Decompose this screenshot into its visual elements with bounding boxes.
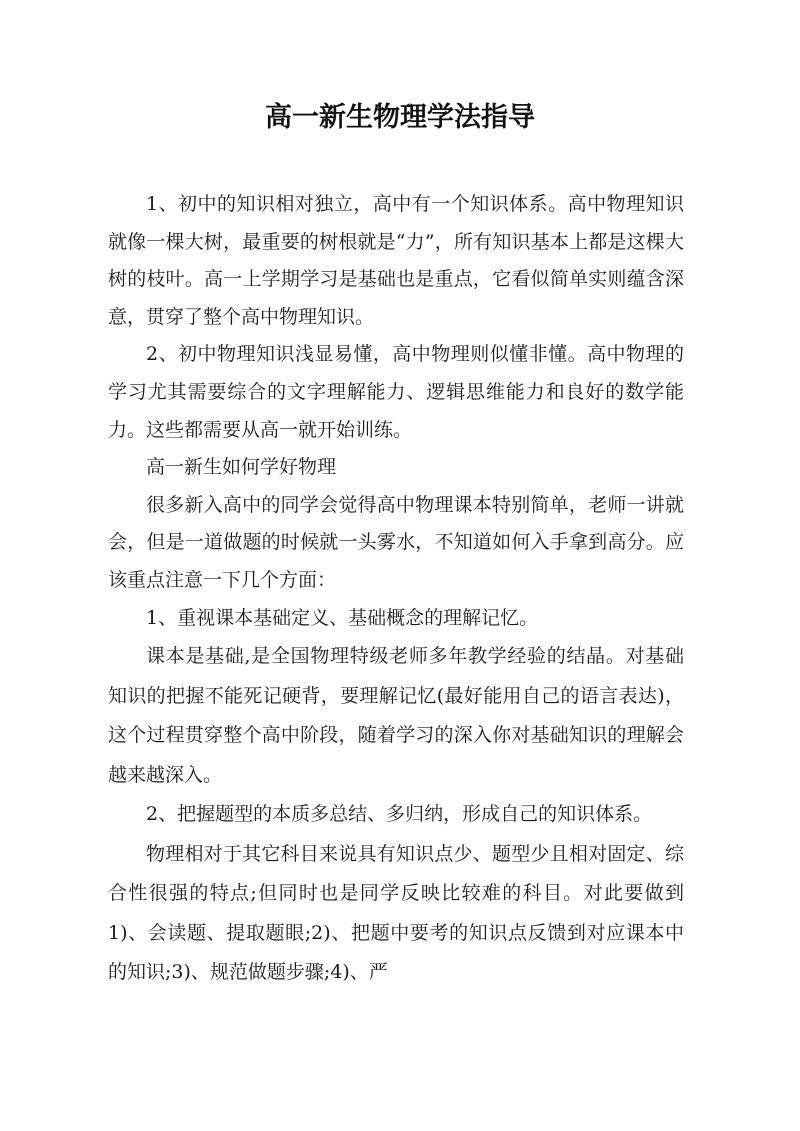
document-title: 高一新生物理学法指导 bbox=[265, 102, 535, 133]
section-heading: 高一新生如何学好物理 bbox=[146, 456, 337, 479]
document-body bbox=[108, 186, 684, 993]
paragraph-1: 1、初中的知识相对独立，高中有一个知识体系。高中物理知识就像一棵大树，最重要的树根就是“力”，所有知识基本上都是这棵大树的枝叶。高一上学期学习是基础也是重点，它看似简单实则蕴含深意，贯穿了整个高中物理知识。 bbox=[108, 193, 684, 328]
paragraph-7: 物理相对于其它科目来说具有知识点少、题型少且相对固定、综合性很强的特点;但同时也是同学反映比较难的科目。对此要做到 1)、会读题、提取题眼;2)、把题中要考的知识点反馈到对应课本中的知识;3)、规范做题步骤;4)、严 bbox=[108, 842, 684, 984]
paragraph-3: 很多新入高中的同学会觉得高中物理课本特别简单，老师一讲就会，但是一道做题的时候就一头雾水，不知道如何入手拿到高分。应该重点注意一下几个方面： bbox=[108, 493, 684, 591]
paragraph-4: 1、重视课本基础定义、基础概念的理解记忆。 bbox=[146, 606, 539, 629]
paragraph-2: 2、初中物理知识浅显易懂，高中物理则似懂非懂。高中物理的学习尤其需要综合的文字理解能力、逻辑思维能力和良好的数学能力。这些都需要从高一就开始训练。 bbox=[108, 343, 684, 441]
paragraph-6: 2、把握题型的本质多总结、多归纳，形成自己的知识体系。 bbox=[146, 803, 653, 826]
paragraph-5: 课本是基础,是全国物理特级老师多年教学经验的结晶。对基础知识的把握不能死记硬背，要理解记忆(最好能用自己的语言表达)，这个过程贯穿整个高中阶段，随着学习的深入你对基础知识的理解会越来越深入。 bbox=[108, 645, 684, 786]
